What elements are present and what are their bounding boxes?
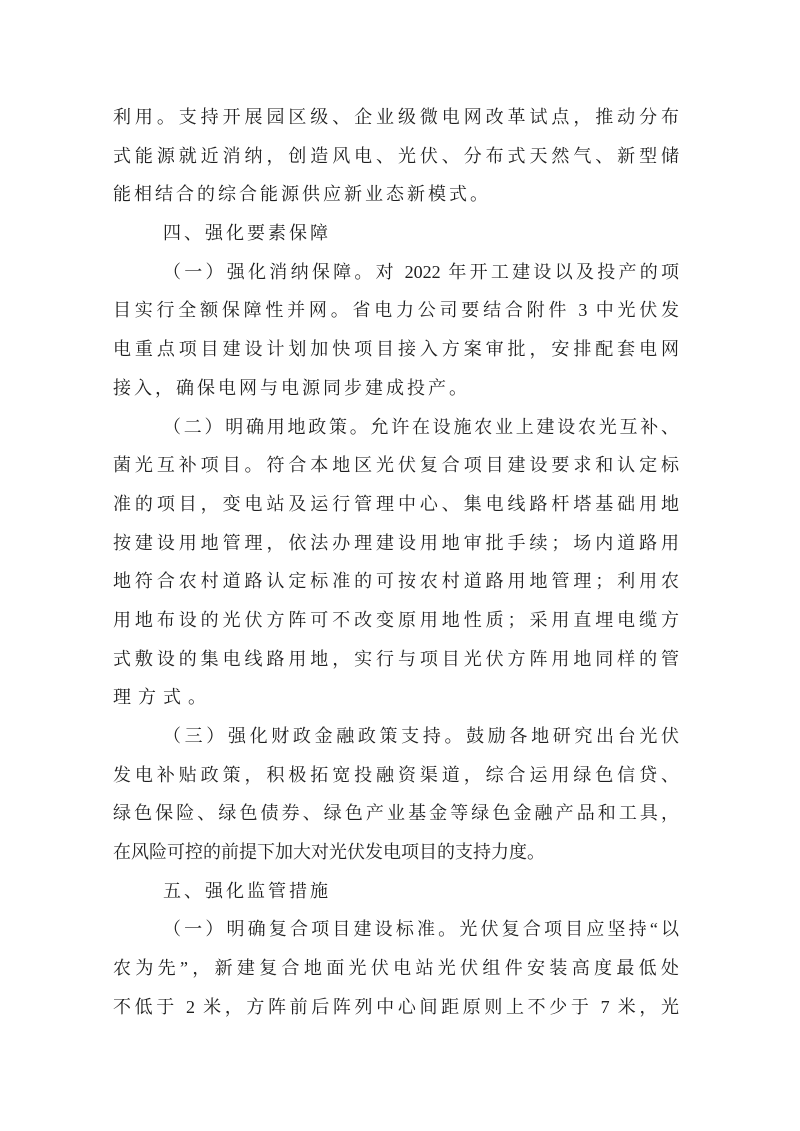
text-line: 在风险可控的前提下加大对光伏发电项目的支持力度。	[113, 842, 545, 863]
heading-line: 五、强化监管措施	[163, 880, 331, 901]
text-line: 不低于 2 米，方阵前后阵列中心间距原则上不少于 7 米，光	[113, 996, 679, 1017]
heading-line: 四、强化要素保障	[163, 223, 331, 244]
text-line: （一）强化消纳保障。对 2022 年开工建设以及投产的项	[163, 261, 679, 282]
section-heading	[113, 214, 679, 253]
text-line: 菌光互补项目。符合本地区光伏复合项目建设要求和认定标	[113, 455, 679, 476]
paragraph	[113, 910, 679, 1026]
text-line: （二）明确用地政策。允许在设施农业上建设农光互补、	[163, 416, 679, 437]
text-line: 按建设用地管理，依法办理建设用地审批手续；场内道路用	[113, 532, 679, 553]
text-line: （三）强化财政金融政策支持。鼓励各地研究出台光伏	[163, 726, 679, 746]
text-line: 目实行全额保障性并网。省电力公司要结合附件 3 中光伏发	[113, 300, 679, 321]
text-line: 用地布设的光伏方阵可不改变原用地性质；采用直埋电缆方	[113, 609, 679, 630]
paragraph	[113, 253, 679, 408]
text-line: 发电补贴政策，积极拓宽投融资渠道，综合运用绿色信贷、	[113, 764, 679, 785]
text-line: （一）明确复合项目建设标准。光伏复合项目应坚持“以	[163, 919, 679, 940]
text-line: 绿色保险、绿色债券、绿色产业基金等绿色金融产品和工具，	[113, 803, 679, 824]
text-line: 电重点项目建设计划加快项目接入方案审批，安排配套电网	[113, 339, 679, 360]
text-line: 式能源就近消纳，创造风电、光伏、分布式天然气、新型储	[113, 145, 679, 166]
document-text-block	[113, 98, 679, 1027]
text-line: 农为先”，新建复合地面光伏电站光伏组件安装高度最低处	[113, 958, 679, 979]
paragraph	[113, 717, 679, 872]
section-heading	[113, 872, 679, 911]
text-line: 能相结合的综合能源供应新业态新模式。	[113, 184, 491, 205]
text-line: 地符合农村道路认定标准的可按农村道路用地管理；利用农	[113, 571, 679, 592]
paragraph	[113, 98, 679, 214]
text-line: 接入，确保电网与电源同步建成投产。	[113, 377, 470, 398]
text-line: 利用。支持开展园区级、企业级微电网改革试点，推动分布	[113, 107, 679, 127]
text-line: 式敷设的集电线路用地，实行与项目光伏方阵用地同样的管	[113, 648, 679, 669]
paragraph	[113, 408, 679, 718]
text-line: 准的项目，变电站及运行管理中心、集电线路杆塔基础用地	[113, 493, 679, 514]
text-line: 理方式。	[113, 687, 213, 708]
